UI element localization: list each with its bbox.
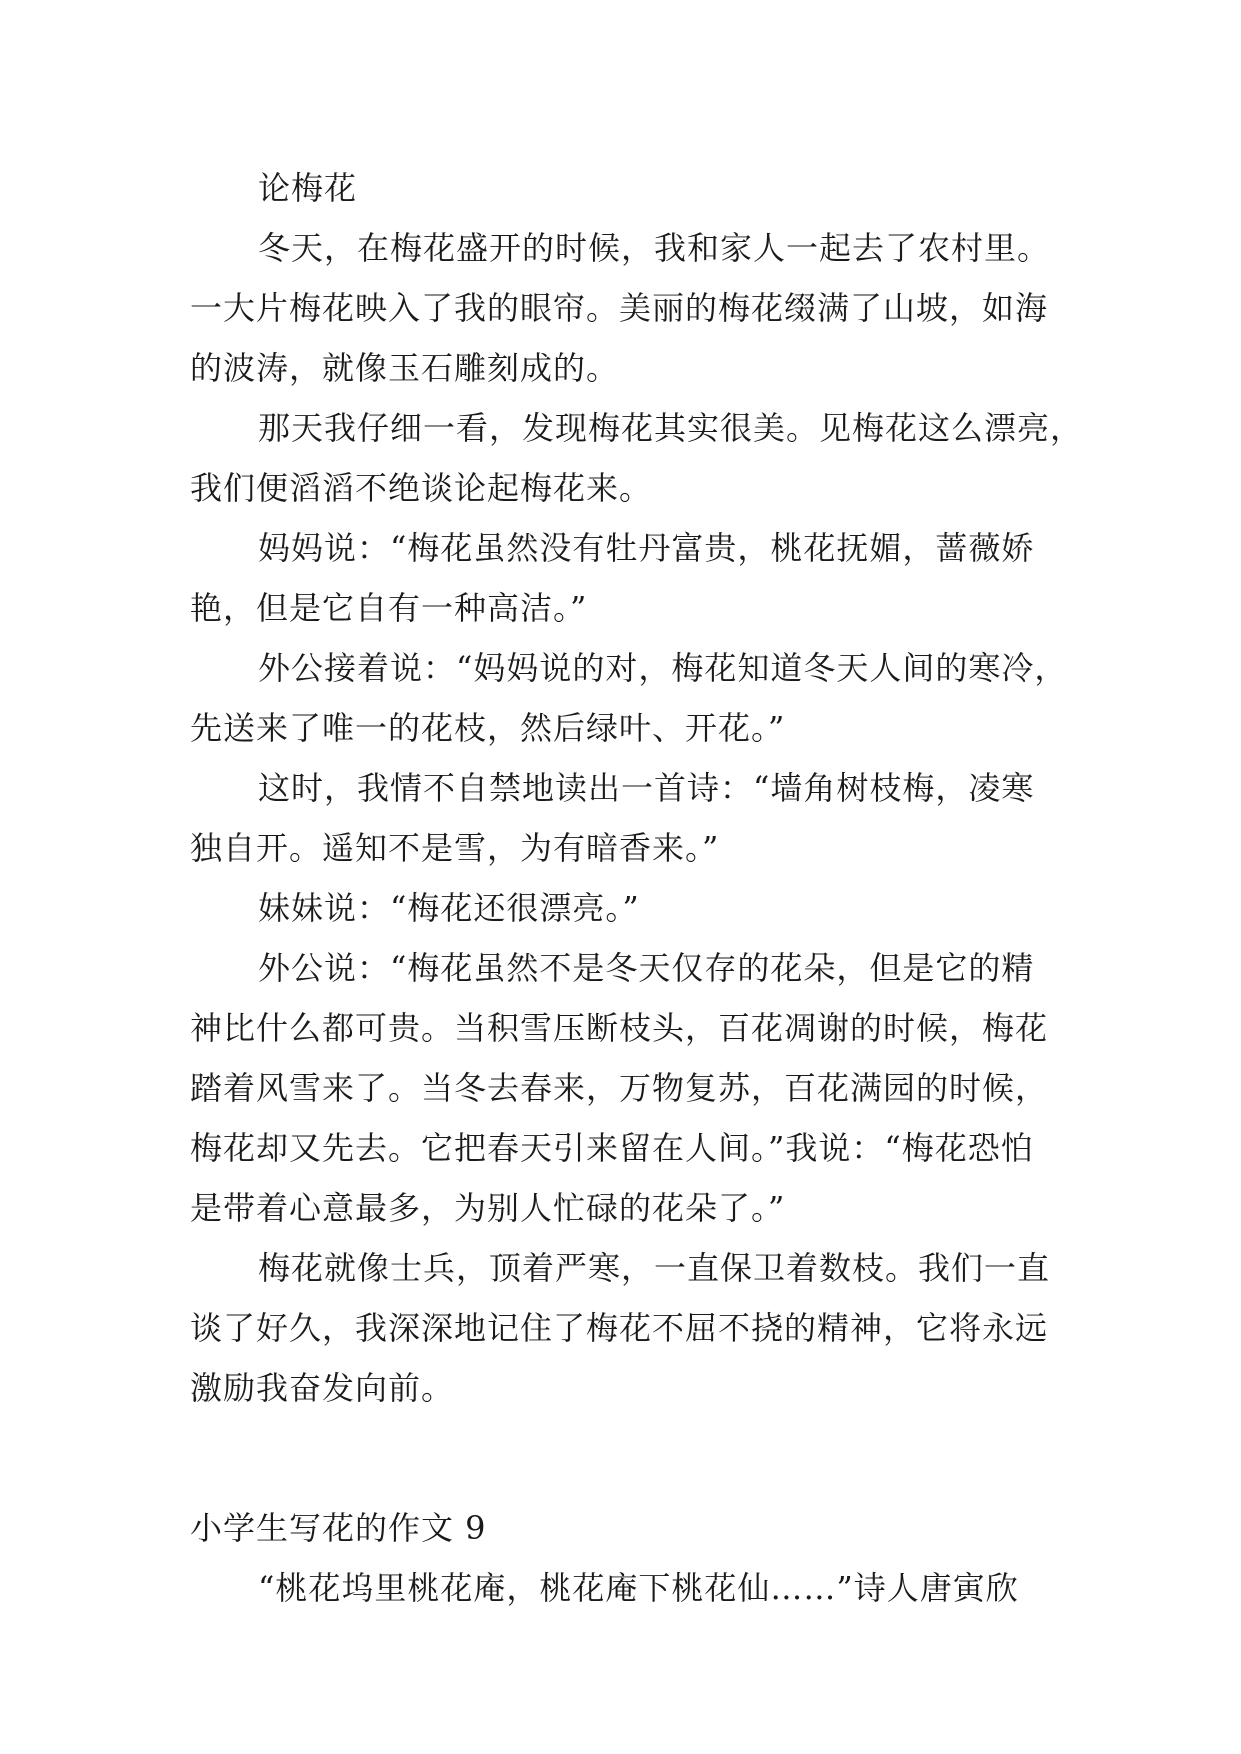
paragraph: [190, 518, 1050, 638]
paragraph: [190, 398, 1084, 518]
paragraph-line: 外公接着说：“妈妈说的对，梅花知道冬天人间的寒冷，: [258, 649, 1068, 687]
paragraph: [190, 878, 1050, 938]
paragraph-line: 妈妈说：“梅花虽然没有牡丹富贵，桃花抚媚，蔷薇娇: [258, 529, 1035, 567]
paragraph-line: 踏着风雪来了。当冬去春来，万物复苏，百花满园的时候，: [190, 1069, 1049, 1107]
paragraph-line: 梅花却又先去。它把春天引来留在人间。”我说：“梅花恐怕: [190, 1129, 1034, 1167]
paragraph-line: 我们便滔滔不绝谈论起梅花来。: [190, 469, 653, 507]
paragraph: [190, 218, 1050, 398]
paragraph-line: “桃花坞里桃花庵，桃花庵下桃花仙……”诗人唐寅欣: [258, 1569, 1019, 1607]
section-title: 小学生写花的作文 9: [190, 1509, 487, 1547]
paragraph-line: 的波涛，就像玉石雕刻成的。: [190, 349, 620, 387]
paragraph: [190, 938, 1050, 1238]
paragraph-line: 梅花就像士兵，顶着严寒，一直保卫着数枝。我们一直: [258, 1249, 1051, 1287]
document-page: [190, 158, 1084, 1618]
paragraph-line: 先送来了唯一的花枝，然后绿叶、开花。”: [190, 709, 786, 747]
paragraph-line: 是带着心意最多，为别人忙碌的花朵了。”: [190, 1189, 786, 1227]
paragraph-line: 谈了好久，我深深地记住了梅花不屈不挠的精神，它将永远: [190, 1309, 1049, 1347]
article-title: 论梅花: [258, 169, 358, 207]
paragraph: [190, 1558, 1050, 1618]
paragraph-line: 激励我奋发向前。: [190, 1369, 455, 1407]
paragraph: [190, 1238, 1050, 1418]
paragraph-line: 一大片梅花映入了我的眼帘。美丽的梅花缀满了山坡，如海: [190, 289, 1049, 327]
paragraph: [190, 638, 1068, 758]
paragraph-line: 这时，我情不自禁地读出一首诗：“墙角树枝梅，凌寒: [258, 769, 1035, 807]
paragraph-line: 独自开。遥知不是雪，为有暗香来。”: [190, 829, 720, 867]
paragraph-line: 妹妹说：“梅花还很漂亮。”: [258, 889, 640, 927]
paragraph-line: 神比什么都可贵。当积雪压断枝头，百花凋谢的时候，梅花: [190, 1009, 1049, 1047]
paragraph-line: 外公说：“梅花虽然不是冬天仅存的花朵，但是它的精: [258, 949, 1035, 987]
paragraph-line: 艳，但是它自有一种高洁。”: [190, 589, 588, 627]
paragraph-line: 那天我仔细一看，发现梅花其实很美。见梅花这么漂亮，: [258, 409, 1084, 447]
paragraph: [190, 758, 1050, 878]
paragraph-line: 冬天，在梅花盛开的时候，我和家人一起去了农村里。: [258, 229, 1051, 267]
